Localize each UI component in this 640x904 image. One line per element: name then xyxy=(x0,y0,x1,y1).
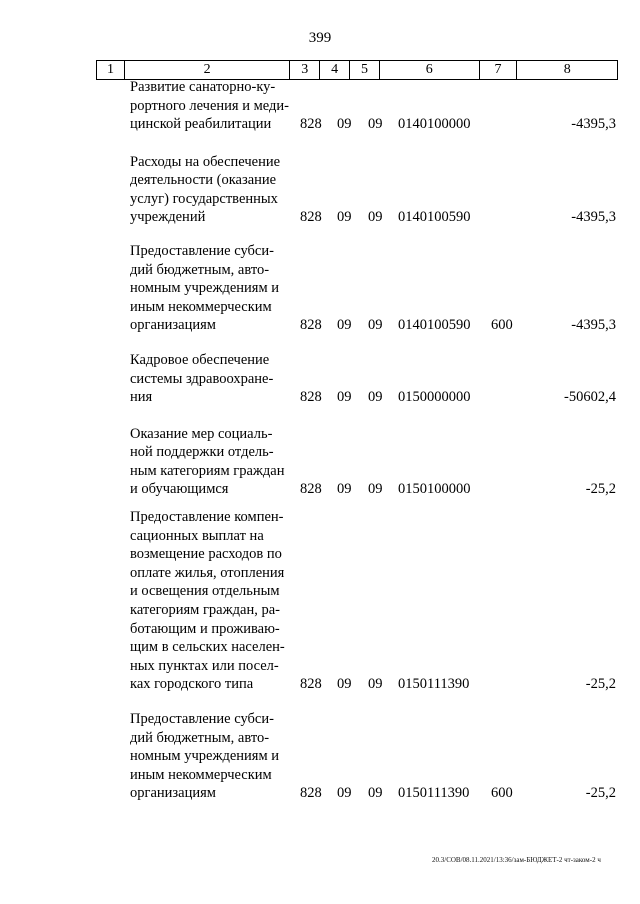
header-col-4: 4 xyxy=(320,61,350,79)
row-target-code: 0150111390 xyxy=(398,785,470,802)
row-amount: -25,2 xyxy=(585,785,616,802)
row-description-line: номным учреждениям и xyxy=(130,280,280,297)
row-description-line: иным некоммерческим xyxy=(130,298,272,315)
header-col-5: 5 xyxy=(350,61,380,79)
header-col-8: 8 xyxy=(563,62,571,77)
row-section: 09 xyxy=(337,785,352,802)
header-col-3: 3 xyxy=(290,61,320,79)
row-admin-code: 828 xyxy=(300,116,322,133)
row-subsection: 09 xyxy=(368,209,383,226)
row-subsection: 09 xyxy=(368,317,383,334)
row-description-line: Предоставление компен- xyxy=(130,509,284,526)
row-description-line: ным категориям граждан xyxy=(130,462,285,479)
row-admin-code: 828 xyxy=(300,676,322,693)
row-admin-code: 828 xyxy=(300,209,322,226)
header-col-6: 6 xyxy=(380,61,480,79)
row-description-line: Расходы на обеспечение xyxy=(130,153,281,170)
row-subsection: 09 xyxy=(368,676,383,693)
row-description-line: и обучающимся xyxy=(130,481,229,498)
row-description-line: учреждений xyxy=(130,209,206,226)
row-description-line: сационных выплат на xyxy=(130,527,264,544)
row-description-line: ных пунктах или посел- xyxy=(130,657,279,674)
row-target-code: 0150111390 xyxy=(398,676,470,693)
page-number: 399 xyxy=(308,30,332,46)
row-description-line: организациям xyxy=(130,317,216,334)
row-expense-type: 600 xyxy=(491,785,513,802)
row-admin-code: 828 xyxy=(300,389,322,406)
row-admin-code: 828 xyxy=(300,785,322,802)
row-description-line: цинской реабилитации xyxy=(130,116,272,133)
row-target-code: 0140100590 xyxy=(398,317,471,334)
row-subsection: 09 xyxy=(368,785,383,802)
row-description-line: возмещение расходов по xyxy=(130,546,282,563)
row-description-line: системы здравоохране- xyxy=(130,370,274,387)
row-description-line: Предоставление субси- xyxy=(130,711,274,728)
row-amount: -25,2 xyxy=(585,676,616,693)
row-section: 09 xyxy=(337,389,352,406)
row-target-code: 0150000000 xyxy=(398,389,471,406)
document-footer: 20.3/СОВ/08.11.2021/13:36/зам-БЮДЖЕТ-2 чт-заком-2 ч xyxy=(432,856,601,864)
row-amount: -4395,3 xyxy=(571,209,616,226)
row-description-line: Оказание мер социаль- xyxy=(130,425,273,442)
header-col-7: 7 xyxy=(480,61,518,79)
row-description-line: категориям граждан, ра- xyxy=(130,602,280,619)
row-description-line: услуг) государственных xyxy=(130,190,278,207)
row-description-line: рортного лечения и меди- xyxy=(130,97,289,114)
row-subsection: 09 xyxy=(368,116,383,133)
row-description-line: Предоставление субси- xyxy=(130,243,274,260)
header-col-2: 2 xyxy=(125,61,290,79)
row-description xyxy=(130,710,292,803)
row-amount: -25,2 xyxy=(585,481,616,498)
row-description-line: и освещения отдельным xyxy=(130,583,280,600)
row-expense-type: 600 xyxy=(491,317,513,334)
row-subsection: 09 xyxy=(368,389,383,406)
row-section: 09 xyxy=(337,116,352,133)
row-description-line: Развитие санаторно-ку- xyxy=(130,79,276,96)
row-description-line: ния xyxy=(130,389,153,406)
row-section: 09 xyxy=(337,209,352,226)
row-description-line: дий бюджетным, авто- xyxy=(130,729,270,746)
row-description-line: щим в сельских населен- xyxy=(130,639,285,656)
row-section: 09 xyxy=(337,317,352,334)
row-description-line: деятельности (оказание xyxy=(130,172,277,189)
row-description-line: Кадровое обеспечение xyxy=(130,352,270,369)
row-subsection: 09 xyxy=(368,481,383,498)
row-target-code: 0150100000 xyxy=(398,481,471,498)
row-description-line: иным некоммерческим xyxy=(130,766,272,783)
row-admin-code: 828 xyxy=(300,317,322,334)
row-description-line: ботающим и проживаю- xyxy=(130,620,280,637)
row-section: 09 xyxy=(337,676,352,693)
row-section: 09 xyxy=(337,481,352,498)
row-description-line: дий бюджетным, авто- xyxy=(130,261,270,278)
row-target-code: 0140100000 xyxy=(398,116,471,133)
row-amount: -4395,3 xyxy=(571,116,616,133)
row-amount: -50602,4 xyxy=(564,389,616,406)
row-description-line: номным учреждениям и xyxy=(130,748,280,765)
row-description-line: ках городского типа xyxy=(130,676,254,693)
row-description-line: ной поддержки отдель- xyxy=(130,444,274,461)
row-amount: -4395,3 xyxy=(571,317,616,334)
row-target-code: 0140100590 xyxy=(398,209,471,226)
row-description-line: организациям xyxy=(130,785,216,802)
row-admin-code: 828 xyxy=(300,481,322,498)
header-col-1: 1 xyxy=(97,61,125,79)
row-description-line: оплате жилья, отопления xyxy=(130,564,285,581)
